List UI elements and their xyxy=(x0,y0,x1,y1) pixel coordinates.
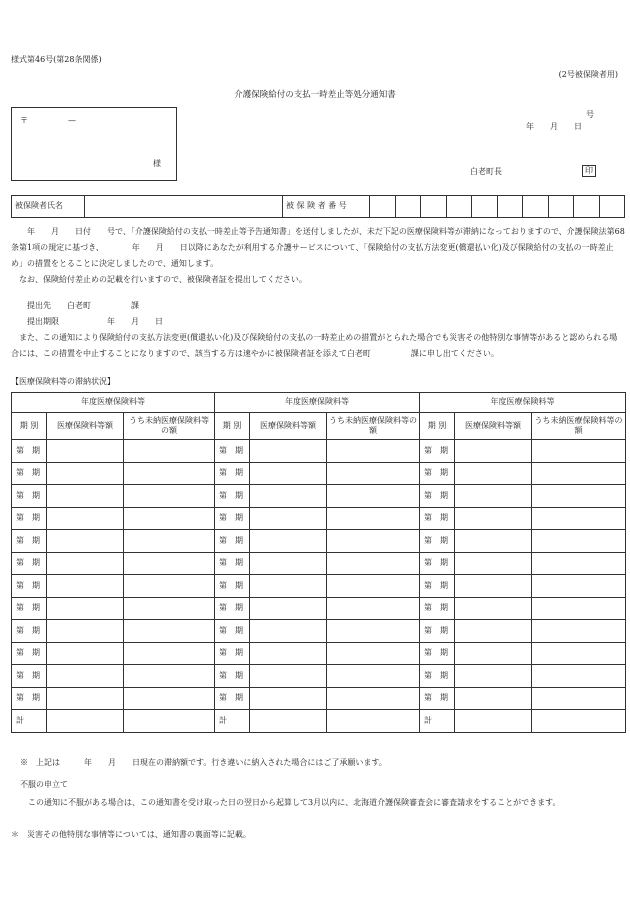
period-cell: 第 期 xyxy=(420,485,455,508)
period-cell: 第 期 xyxy=(215,530,250,553)
total-row xyxy=(12,710,626,733)
insured-number-digit[interactable] xyxy=(370,196,396,218)
period-cell: 第 期 xyxy=(215,462,250,485)
period-cell: 第 期 xyxy=(420,552,455,575)
amount-cell[interactable] xyxy=(47,620,124,643)
amount-cell[interactable] xyxy=(250,530,327,553)
period-cell: 第 期 xyxy=(215,642,250,665)
insured-info-table xyxy=(11,195,625,218)
amount-cell[interactable] xyxy=(47,552,124,575)
period-cell: 第 期 xyxy=(215,552,250,575)
unpaid-cell[interactable] xyxy=(124,507,215,530)
arrears-row xyxy=(12,440,626,463)
insured-number-digit[interactable] xyxy=(472,196,498,218)
period-column-header: 期 別 xyxy=(215,413,250,440)
period-cell: 第 期 xyxy=(12,530,47,553)
period-cell: 第 期 xyxy=(215,687,250,710)
period-cell: 第 期 xyxy=(420,597,455,620)
body-paragraph-3: また、この通知により保険給付の支払方法変更(償還払い化)及び保険給付の支払の一時差止めの措置がとられた場合でも災害その他特別な事情等があると認められる場合には、この措置を中止することになりますので、該当する方は速やかに被保険者証を添えて白老町 課に申し出てください。 xyxy=(11,333,618,358)
unpaid-cell[interactable] xyxy=(532,530,626,553)
unpaid-cell[interactable] xyxy=(532,507,626,530)
unpaid-cell[interactable] xyxy=(124,485,215,508)
postal-code-label: 〒 — xyxy=(20,116,76,125)
amount-cell[interactable] xyxy=(47,485,124,508)
unpaid-cell[interactable] xyxy=(532,552,626,575)
period-cell: 第 期 xyxy=(215,575,250,598)
insured-number-digit[interactable] xyxy=(523,196,549,218)
year-header: 年度医療保険料等 xyxy=(12,393,215,413)
issue-number-label: 号 xyxy=(586,110,594,119)
period-cell: 第 期 xyxy=(420,440,455,463)
amount-cell[interactable] xyxy=(47,462,124,485)
issue-date: 年 月 日 xyxy=(526,122,582,131)
unpaid-cell[interactable] xyxy=(327,530,420,553)
period-cell: 第 期 xyxy=(12,597,47,620)
arrears-row xyxy=(12,530,626,553)
unpaid-cell[interactable] xyxy=(327,597,420,620)
unpaid-column-header: うち未納医療保険料等の額 xyxy=(532,413,626,440)
unpaid-cell[interactable] xyxy=(124,530,215,553)
amount-cell[interactable] xyxy=(47,507,124,530)
body-paragraph-1: 年 月 日付 号で、「介護保険給付の支払一時差止等予告通知書」を送付しましたが、未だ下記の医療保険料等が滞納になっておりますので、介護保険法第68条第1項の規定に基づき、 年 月 日以降にあなたが利用する介護サービスについて、「保険給付の支払方法変更(償還払い化)及び保険給付の支払の一時差止め」の措置をとることに決定しましたので、通知します。 xyxy=(11,227,625,268)
recipient-honorific: 様 xyxy=(153,159,161,168)
unpaid-cell[interactable] xyxy=(124,575,215,598)
unpaid-cell[interactable] xyxy=(327,507,420,530)
period-cell: 第 期 xyxy=(12,575,47,598)
arrears-row xyxy=(12,507,626,530)
unpaid-cell[interactable] xyxy=(124,620,215,643)
total-amount-cell[interactable] xyxy=(455,710,532,733)
amount-cell[interactable] xyxy=(455,665,532,688)
unpaid-cell[interactable] xyxy=(327,687,420,710)
period-cell: 第 期 xyxy=(215,665,250,688)
total-unpaid-cell[interactable] xyxy=(327,710,420,733)
submit-deadline: 提出期限 年 月 日 xyxy=(11,317,163,326)
period-cell: 第 期 xyxy=(420,665,455,688)
issuer-name: 白老町長 xyxy=(470,167,502,176)
unpaid-column-header: うち未納医療保険料等の額 xyxy=(124,413,215,440)
amount-cell[interactable] xyxy=(250,620,327,643)
period-cell: 第 期 xyxy=(420,507,455,530)
amount-cell[interactable] xyxy=(250,462,327,485)
period-cell: 第 期 xyxy=(420,620,455,643)
amount-cell[interactable] xyxy=(47,530,124,553)
period-cell: 第 期 xyxy=(215,440,250,463)
amount-column-header: 医療保険料等額 xyxy=(47,413,124,440)
amount-cell[interactable] xyxy=(455,485,532,508)
amount-cell[interactable] xyxy=(47,597,124,620)
unpaid-cell[interactable] xyxy=(124,687,215,710)
period-cell: 第 期 xyxy=(420,687,455,710)
period-cell: 第 期 xyxy=(12,507,47,530)
arrears-row xyxy=(12,575,626,598)
arrears-row xyxy=(12,552,626,575)
amount-column-header: 医療保険料等額 xyxy=(455,413,532,440)
unpaid-cell[interactable] xyxy=(532,642,626,665)
period-cell: 第 期 xyxy=(215,507,250,530)
arrears-row xyxy=(12,665,626,688)
amount-column-header: 医療保険料等額 xyxy=(250,413,327,440)
year-header: 年度医療保険料等 xyxy=(420,393,626,413)
amount-cell[interactable] xyxy=(250,485,327,508)
amount-cell[interactable] xyxy=(250,687,327,710)
unpaid-cell[interactable] xyxy=(327,552,420,575)
form-number: 様式第46号(第28条関係) xyxy=(11,55,102,64)
arrears-table xyxy=(11,392,626,733)
amount-cell[interactable] xyxy=(47,575,124,598)
total-amount-cell[interactable] xyxy=(250,710,327,733)
unpaid-column-header: うち未納医療保険料等の額 xyxy=(327,413,420,440)
insured-number-digit[interactable] xyxy=(395,196,421,218)
amount-cell[interactable] xyxy=(455,597,532,620)
period-cell: 第 期 xyxy=(12,552,47,575)
insured-number-digit[interactable] xyxy=(421,196,447,218)
amount-cell[interactable] xyxy=(250,440,327,463)
special-circumstances-note: ＊ 災害その他特別な事情等については、通知書の裏面等に記載。 xyxy=(11,830,251,839)
unpaid-cell[interactable] xyxy=(532,440,626,463)
unpaid-cell[interactable] xyxy=(124,462,215,485)
insured-number-digit[interactable] xyxy=(574,196,600,218)
arrears-row xyxy=(12,597,626,620)
period-cell: 第 期 xyxy=(12,440,47,463)
amount-cell[interactable] xyxy=(250,575,327,598)
unpaid-cell[interactable] xyxy=(327,485,420,508)
period-column-header: 期 別 xyxy=(420,413,455,440)
period-cell: 第 期 xyxy=(420,462,455,485)
insured-number-digit[interactable] xyxy=(599,196,625,218)
period-cell: 第 期 xyxy=(12,665,47,688)
insured-name-label: 被保険者氏名 xyxy=(12,196,85,218)
arrears-row xyxy=(12,642,626,665)
total-amount-cell[interactable] xyxy=(47,710,124,733)
year-header: 年度医療保険料等 xyxy=(215,393,420,413)
unpaid-cell[interactable] xyxy=(532,485,626,508)
unpaid-cell[interactable] xyxy=(327,665,420,688)
unpaid-cell[interactable] xyxy=(327,440,420,463)
amount-cell[interactable] xyxy=(455,575,532,598)
document-title: 介護保険給付の支払一時差止等処分通知書 xyxy=(234,90,396,100)
amount-cell[interactable] xyxy=(47,440,124,463)
period-cell: 第 期 xyxy=(12,687,47,710)
total-label: 計 xyxy=(420,710,455,733)
unpaid-cell[interactable] xyxy=(532,575,626,598)
period-cell: 第 期 xyxy=(215,597,250,620)
arrears-section-title: 【医療保険料等の滞納状況】 xyxy=(11,377,115,386)
body-paragraph-2: なお、保険給付差止めの記載を行いますので、被保険者証を提出してください。 xyxy=(11,275,307,284)
unpaid-cell[interactable] xyxy=(532,620,626,643)
unpaid-cell[interactable] xyxy=(124,440,215,463)
arrears-row xyxy=(12,485,626,508)
amount-cell[interactable] xyxy=(47,665,124,688)
insured-number-digit[interactable] xyxy=(548,196,574,218)
unpaid-cell[interactable] xyxy=(532,665,626,688)
period-column-header: 期 別 xyxy=(12,413,47,440)
reference-date-note: ※ 上記は 年 月 日現在の滞納額です。行き違いに納入された場合にはご了承願います。 xyxy=(20,758,387,767)
amount-cell[interactable] xyxy=(455,552,532,575)
arrears-row xyxy=(12,462,626,485)
unpaid-cell[interactable] xyxy=(327,462,420,485)
address-box xyxy=(11,107,177,181)
unpaid-cell[interactable] xyxy=(124,597,215,620)
period-cell: 第 期 xyxy=(420,642,455,665)
unpaid-cell[interactable] xyxy=(532,597,626,620)
amount-cell[interactable] xyxy=(455,462,532,485)
amount-cell[interactable] xyxy=(250,597,327,620)
unpaid-cell[interactable] xyxy=(532,687,626,710)
total-label: 計 xyxy=(12,710,47,733)
period-cell: 第 期 xyxy=(420,575,455,598)
amount-cell[interactable] xyxy=(455,530,532,553)
amount-cell[interactable] xyxy=(455,642,532,665)
insured-name-field[interactable] xyxy=(85,196,283,218)
amount-cell[interactable] xyxy=(250,507,327,530)
amount-cell[interactable] xyxy=(47,642,124,665)
arrears-row xyxy=(12,687,626,710)
unpaid-cell[interactable] xyxy=(532,462,626,485)
total-label: 計 xyxy=(215,710,250,733)
amount-cell[interactable] xyxy=(250,642,327,665)
amount-cell[interactable] xyxy=(47,687,124,710)
amount-cell[interactable] xyxy=(250,665,327,688)
insured-number-digit[interactable] xyxy=(497,196,523,218)
insured-number-digit[interactable] xyxy=(446,196,472,218)
unpaid-cell[interactable] xyxy=(124,665,215,688)
submit-to: 提出先 白老町 課 xyxy=(11,301,139,310)
period-cell: 第 期 xyxy=(12,462,47,485)
arrears-row xyxy=(12,620,626,643)
objection-title: 不服の申立て xyxy=(20,780,68,789)
period-cell: 第 期 xyxy=(12,642,47,665)
unpaid-cell[interactable] xyxy=(124,642,215,665)
amount-cell[interactable] xyxy=(455,507,532,530)
seal-mark: 印 xyxy=(582,165,596,177)
period-cell: 第 期 xyxy=(12,620,47,643)
amount-cell[interactable] xyxy=(455,620,532,643)
total-unpaid-cell[interactable] xyxy=(532,710,626,733)
unpaid-cell[interactable] xyxy=(327,620,420,643)
unpaid-cell[interactable] xyxy=(327,642,420,665)
period-cell: 第 期 xyxy=(12,485,47,508)
insured-number-label: 被 保 険 者 番 号 xyxy=(283,196,370,218)
unpaid-cell[interactable] xyxy=(327,575,420,598)
unpaid-cell[interactable] xyxy=(124,552,215,575)
total-unpaid-cell[interactable] xyxy=(124,710,215,733)
objection-text: この通知に不服がある場合は、この通知書を受け取った日の翌日から起算して3月以内に、北海道介護保険審査会に審査請求をすることができます。 xyxy=(20,798,561,807)
amount-cell[interactable] xyxy=(455,687,532,710)
form-type: (2号被保険者用) xyxy=(558,70,618,79)
amount-cell[interactable] xyxy=(455,440,532,463)
period-cell: 第 期 xyxy=(215,620,250,643)
period-cell: 第 期 xyxy=(215,485,250,508)
amount-cell[interactable] xyxy=(250,552,327,575)
period-cell: 第 期 xyxy=(420,530,455,553)
